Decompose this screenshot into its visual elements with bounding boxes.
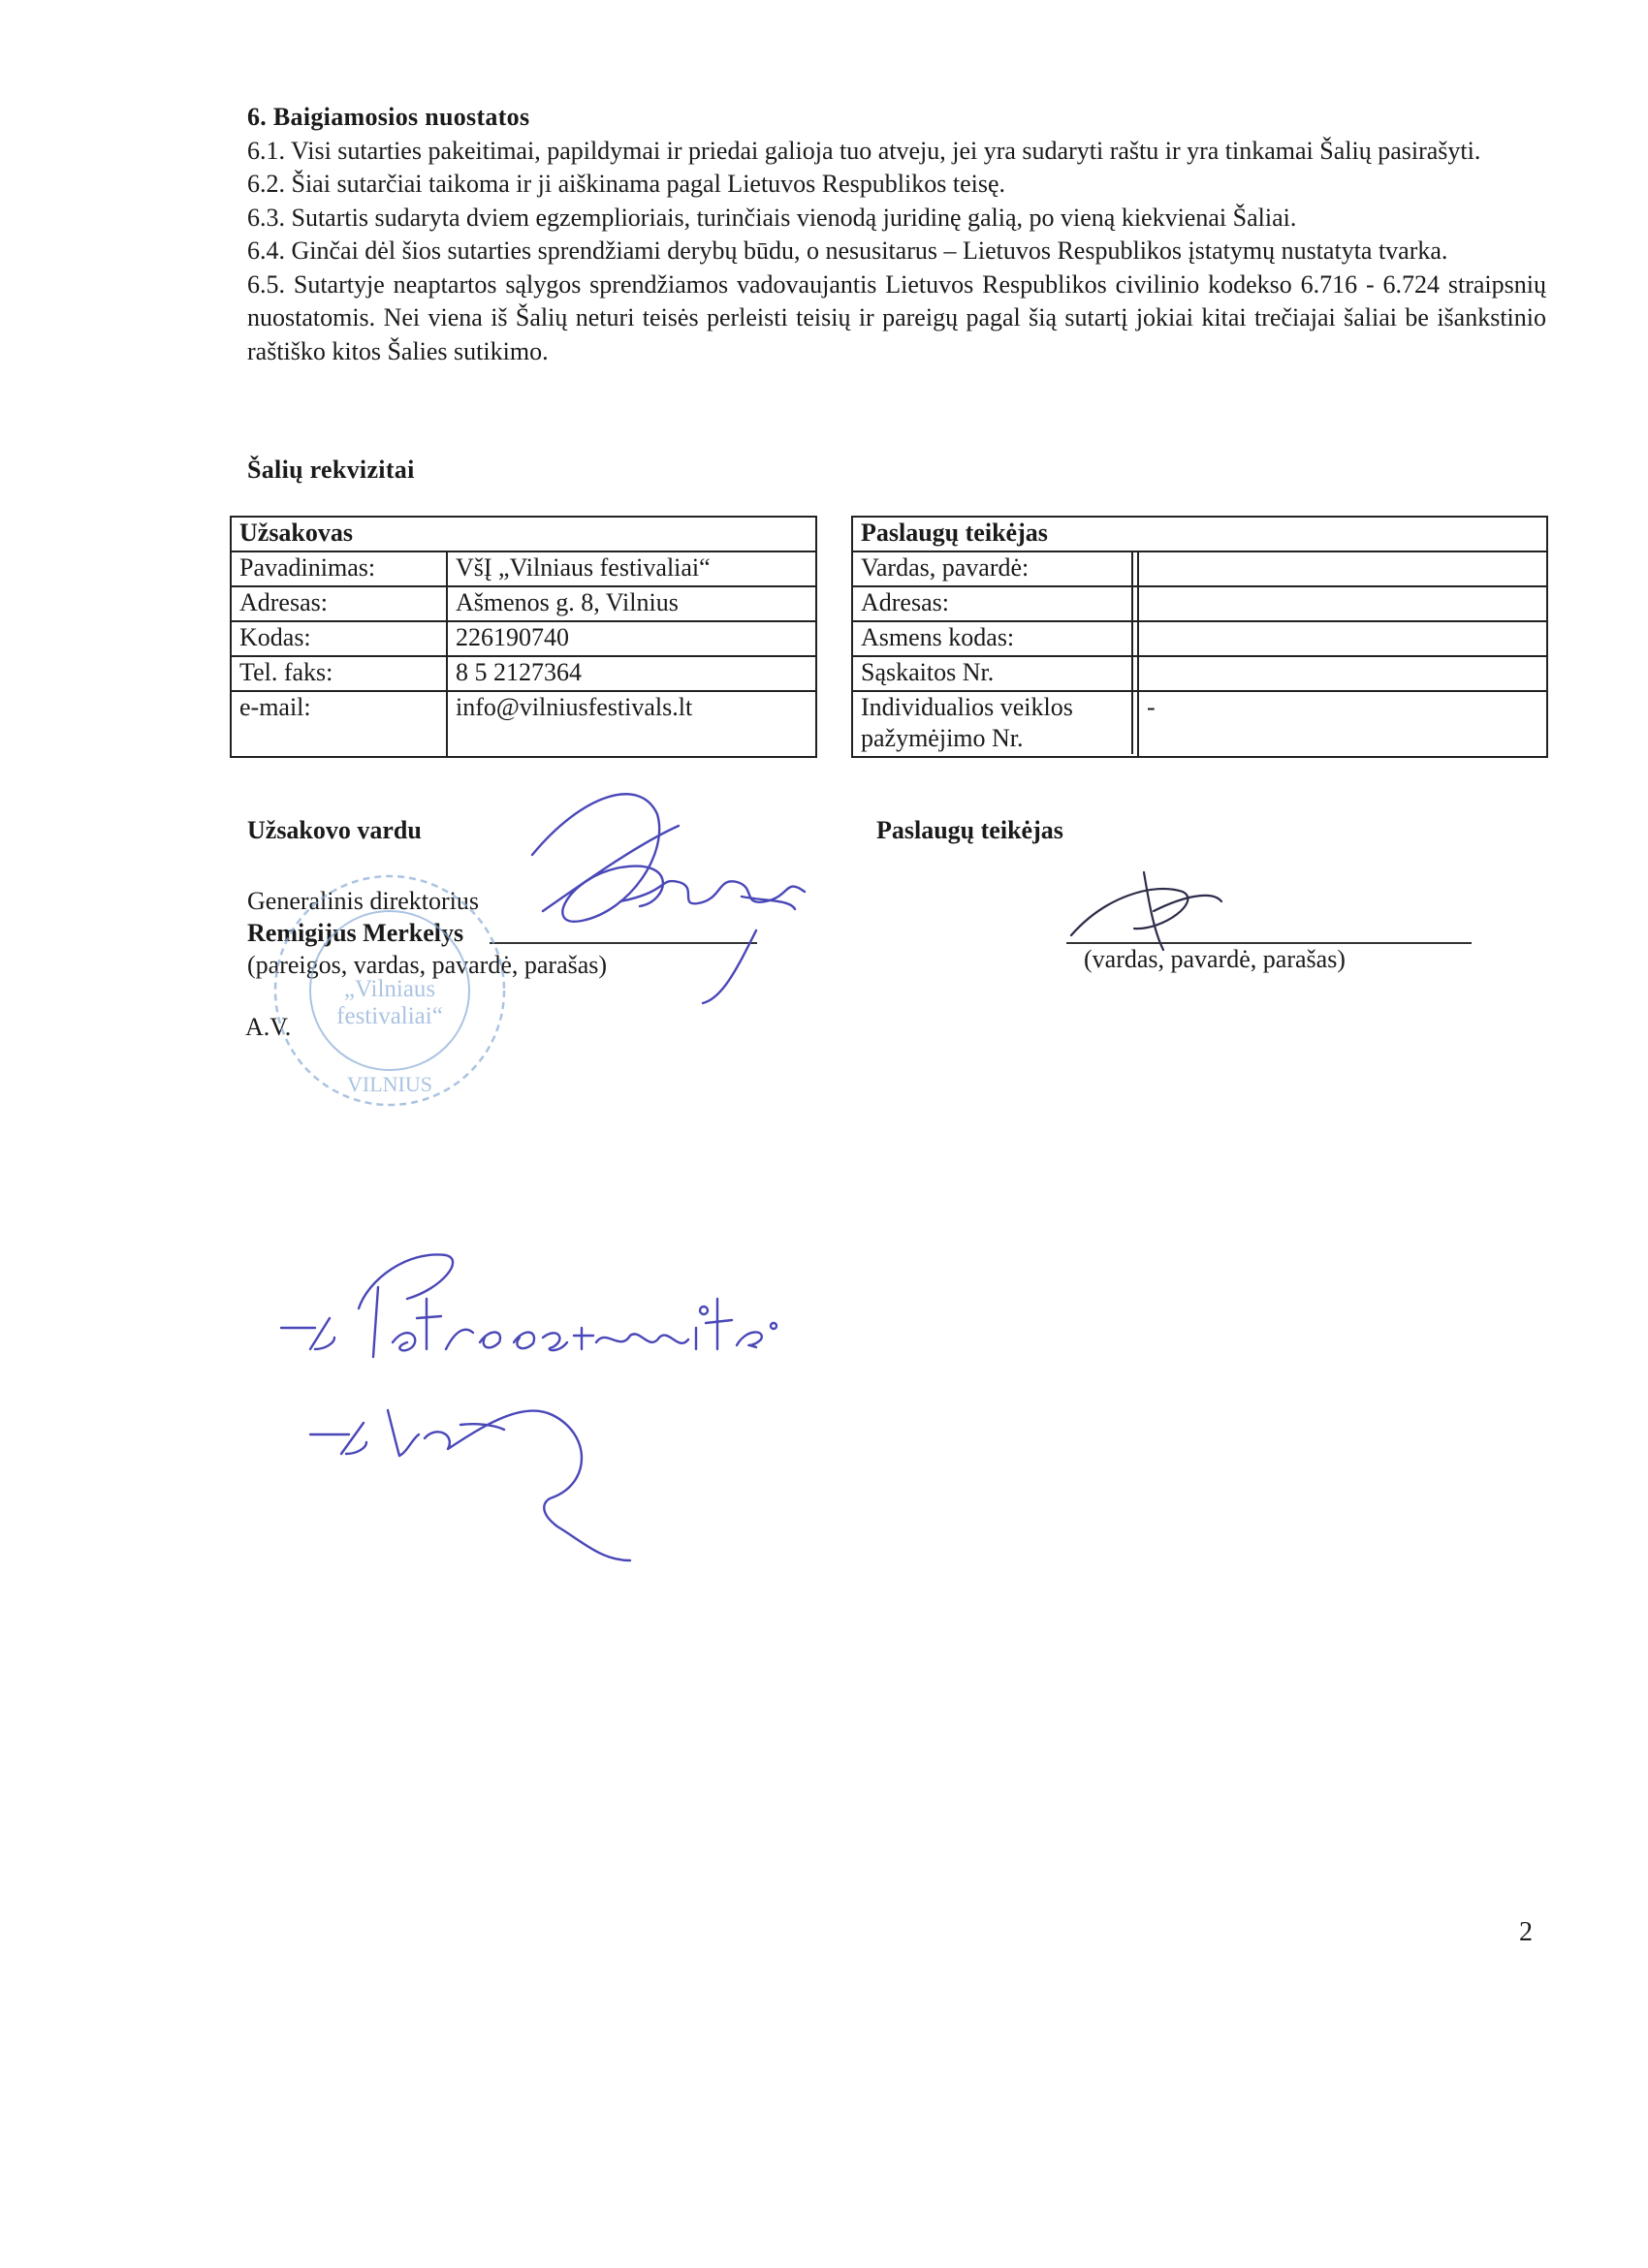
client-label: Adresas: <box>231 586 447 621</box>
client-label: Kodas: <box>231 621 447 656</box>
provider-signature-heading: Paslaugų teikėjas <box>876 816 1063 844</box>
clause-6-3: 6.3. Sutartis sudaryta dviem egzemplioriais, turinčiais vienodą juridinę galią, po vieną kiekvienai Šaliai. <box>247 203 1297 232</box>
stamp-label: A.V. <box>245 1013 292 1041</box>
client-label: e-mail: <box>231 691 447 757</box>
client-label: Tel. faks: <box>231 656 447 691</box>
client-signature-heading: Užsakovo vardu <box>247 816 422 844</box>
stamp-line-3: VILNIUS <box>347 1072 432 1096</box>
client-name: Remigijus Merkelys <box>247 919 464 947</box>
section-heading: 6. Baigiamosios nuostatos <box>247 103 530 131</box>
provider-value: - <box>1138 691 1547 757</box>
round-stamp <box>275 876 504 1105</box>
client-value: info@vilniusfestivals.lt <box>447 691 816 757</box>
requisites-title: Šalių rekvizitai <box>247 456 415 484</box>
stamp-line-2: festivaliai“ <box>336 1003 443 1029</box>
provider-label: Sąskaitos Nr. <box>852 656 1138 691</box>
clause-6-2: 6.2. Šiai sutarčiai taikoma ir ji aiškinama pagal Lietuvos Respublikos teisę. <box>247 170 1006 198</box>
client-position: Generalinis direktorius <box>247 887 479 915</box>
provider-label: Adresas: <box>852 586 1138 621</box>
handwritten-note <box>281 1254 776 1560</box>
provider-label: Vardas, pavardė: <box>852 551 1138 586</box>
provider-signature-caption: (vardas, pavardė, parašas) <box>1084 945 1346 973</box>
client-value: 226190740 <box>447 621 816 656</box>
clause-6-5: 6.5. Sutartyje neaptartos sąlygos sprendžiamos vadovaujantis Lietuvos Respublikos civilinio kodekso 6.716 - 6.724 straipsnių nuostatomis. Nei viena iš Šalių neturi teisės perleisti teisių ir pareigų pagal šią sutartį jokiai kitai trečiajai šaliai be išankstinio raštiško kitos Šalies sutikimo. <box>247 269 1546 365</box>
clause-6-1: 6.1. Visi sutarties pakeitimai, papildymai ir priedai galioja tuo atveju, jei yra sudaryti raštu ir yra tinkamai Šalių pasirašyti. <box>247 136 1481 165</box>
client-table-header: Užsakovas <box>231 517 816 551</box>
provider-signature <box>1071 872 1221 950</box>
client-signature <box>532 794 805 1003</box>
client-label: Pavadinimas: <box>231 551 447 586</box>
client-signature-caption: (pareigos, vardas, pavardė, parašas) <box>247 951 608 979</box>
provider-table-header: Paslaugų teikėjas <box>852 517 1547 551</box>
stamp-line-1: „Vilniaus <box>343 976 436 1002</box>
client-value: 8 5 2127364 <box>447 656 816 691</box>
client-value: VšĮ „Vilniaus festivaliai“ <box>447 551 816 586</box>
clause-6-4: 6.4. Ginčai dėl šios sutarties sprendžiami derybų būdu, o nesusitarus – Lietuvos Respublikos įstatymų nustatyta tvarka. <box>247 236 1448 265</box>
page-number: 2 <box>1519 1917 1533 1947</box>
provider-label: Individualios veiklos pažymėjimo Nr. <box>852 691 1138 757</box>
client-value: Ašmenos g. 8, Vilnius <box>447 586 816 621</box>
provider-label: Asmens kodas: <box>852 621 1138 656</box>
